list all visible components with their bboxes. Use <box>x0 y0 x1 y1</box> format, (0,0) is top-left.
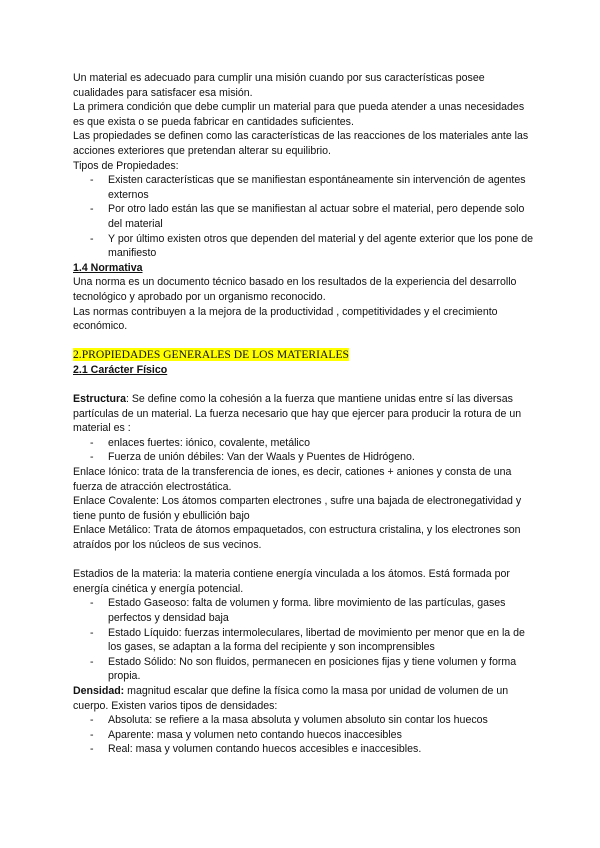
list-item: - Aparente: masa y volumen neto contando huecos inaccesibles <box>73 728 533 743</box>
density-types-list <box>73 713 533 757</box>
intro-paragraph-2: La primera condición que debe cumplir un material para que pueda atender a unas necesidades es que exista o se pueda fabricar en cantidades suficientes. <box>73 101 525 128</box>
document-body <box>73 71 533 757</box>
list-item: - Existen características que se manifiestan espontáneamente sin intervención de agentes externos <box>73 173 533 202</box>
densidad-label: Densidad: <box>73 684 125 697</box>
list-item: - Real: masa y volumen contando huecos accesibles e inaccesibles. <box>73 742 533 757</box>
estadios-paragraph: Estadios de la materia: la materia contiene energía vinculada a los átomos. Está formada por energía cinética y energía potencial. <box>73 568 510 595</box>
highlighted-title: 2.PROPIEDADES GENERALES DE LOS MATERIALES <box>73 348 350 362</box>
list-item: - Estado Sólido: No son fluidos, permanecen en posiciones fijas y tiene volumen y forma propia. <box>73 655 533 684</box>
estructura-paragraph <box>73 392 533 436</box>
enlace-metalico-paragraph: Enlace Metálico: Trata de átomos empaquetados, con estructura cristalina, y los electrones son atraídos por los núcleos de sus vecinos. <box>73 524 521 551</box>
list-item: - Estado Gaseoso: falta de volumen y forma. libre movimiento de las partículas, gases perfectos y densidad baja <box>73 596 533 625</box>
normativa-paragraph-1: Una norma es un documento técnico basado en los resultados de la experiencia del desarrollo tecnológico y aprobado por un organismo reconocido. <box>73 276 517 303</box>
estructura-text: : Se define como la cohesión a la fuerza que mantiene unidas entre sí las diversas partículas de un material. La fuerza necesario que hay que ejercer para producir la rotura de un material es : <box>73 393 522 435</box>
list-item: - Y por último existen otros que dependen del material y del agente exterior que los pone de manifiesto <box>73 232 533 261</box>
intro-paragraph-3: Las propiedades se definen como las características de las reacciones de los materiales ante las acciones exteriores que pretendan alterar su equilibrio. <box>73 130 529 157</box>
list-item: - Estado Líquido: fuerzas intermoleculares, libertad de movimiento per menor que en la de los gases, se adaptan a la forma del recipiente y son incomprensibles <box>73 626 533 655</box>
list-item: - enlaces fuertes: iónico, covalente, metálico <box>73 436 533 451</box>
enlace-covalente-paragraph: Enlace Covalente: Los átomos comparten electrones , sufre una bajada de electronegatividad y tiene punto de fusión y ebullición bajo <box>73 495 522 522</box>
section-2-1-heading: 2.1 Carácter Físico <box>73 363 168 376</box>
intro-paragraph-1: Un material es adecuado para cumplir una misión cuando por sus características posee cualidades para satisfacer esa misión. <box>73 72 485 99</box>
list-item: - Fuerza de unión débiles: Van der Waals y Puentes de Hidrógeno. <box>73 450 533 465</box>
section-2-title <box>73 348 533 363</box>
list-item: - Absoluta: se refiere a la masa absoluta y volumen absoluto sin contar los huecos <box>73 713 533 728</box>
property-types-title: Tipos de Propiedades: <box>73 159 179 172</box>
densidad-text: magnitud escalar que define la física como la masa por unidad de volumen de un cuerpo. Existen varios tipos de densidades: <box>73 684 509 712</box>
normativa-heading: 1.4 Normativa <box>73 261 143 274</box>
estructura-label: Estructura <box>73 393 126 406</box>
property-types-list <box>73 173 533 261</box>
enlace-ionico-paragraph: Enlace Iónico: trata de la transferencia de iones, es decir, cationes + aniones y consta de una fuerza de atracción electrostática. <box>73 466 512 493</box>
spacer <box>73 334 533 349</box>
bond-types-list <box>73 436 533 465</box>
normativa-paragraph-2: Las normas contribuyen a la mejora de la productividad , competitividades y el crecimiento económico. <box>73 305 498 333</box>
spacer <box>73 553 533 568</box>
spacer <box>73 377 533 392</box>
states-list <box>73 596 533 684</box>
list-item: - Por otro lado están las que se manifiestan al actuar sobre el material, pero depende solo del material <box>73 202 533 231</box>
densidad-paragraph <box>73 684 533 713</box>
